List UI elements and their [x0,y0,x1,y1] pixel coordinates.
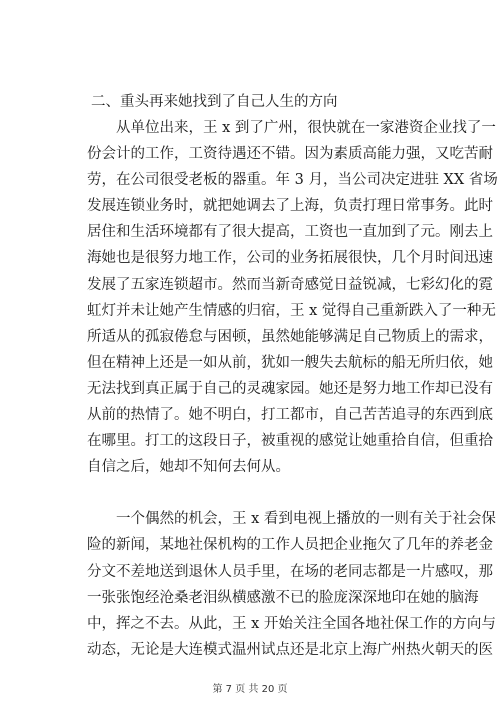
paragraph-line: 从前的热情了。她不明白，打工都市，自己苦苦追寻的东西到底 [87,407,493,424]
paragraph-line: 一张张饱经沧桑老泪纵横感激不已的脸庞深深地印在她的脑海 [87,589,479,606]
paragraph-line: 险的新闻，某地社保机构的工作人员把企业拖欠了几年的养老金 [87,537,493,554]
paragraph-line: 自信之后，她却不知何去何从。 [87,459,290,476]
paragraph-line: 从单位出来，王 x 到了广州，很快就在一家港资企业找了一 [116,120,496,136]
paragraph-line: 中，挥之不去。从此，王 x 开始关注全国各地社保工作的方向与 [87,615,496,632]
paragraph-line: 所适从的孤寂倦怠与困顿，虽然她能够满足自己物质上的需求， [87,328,493,345]
paragraph-line: 居住和生活环境都有了很大提高，工资也一直加到了元。刚去上 [87,224,493,241]
paragraph-line: 虹灯并未让她产生情感的归宿，王 x 觉得自己重新跌入了一种无 [87,302,496,319]
paragraph-line: 动态，无论是大连模式温州试点还是北京上海广州热火朝天的医 [87,641,493,658]
paragraph-line: 劳，在公司很受老板的器重。年 3 月，当公司决定进驻 XX 省场 [87,172,498,189]
section-heading: 二、重头再来她找到了自己人生的方向 [91,94,338,110]
page-footer: 第 7 页 共 20 页 [212,684,288,695]
paragraph-1 [87,115,498,480]
paragraph-line: 在哪里。打工的这段日子，被重视的感觉让她重拾自信，但重拾 [87,433,493,450]
paragraph-line: 一个偶然的机会，王 x 看到电视上播放的一则有关于社会保 [116,511,496,528]
paragraph-line: 发展连锁业务时，就把她调去了上海，负责打理日常事务。此时 [87,198,493,215]
paragraph-line: 发展了五家连锁超市。然而当新奇感觉日益锐减，七彩幻化的霓 [87,276,493,293]
paragraph-line: 分文不差地送到退休人员手里，在场的老同志都是一片感叹，那 [87,563,493,580]
paragraph-line: 但在精神上还是一如从前，犹如一艘失去航标的船无所归依，她 [87,354,493,371]
document-body [87,89,498,663]
paragraph-line: 份会计的工作，工资待遇还不错。因为素质高能力强，又吃苦耐 [87,146,493,163]
paragraph-line: 无法找到真正属于自己的灵魂家园。她还是努力地工作却已没有 [87,380,493,397]
paragraph-2 [87,506,496,663]
paragraph-gap [87,480,417,506]
paragraph-line: 海她也是很努力地工作，公司的业务拓展很快，几个月时间迅速 [87,250,493,267]
